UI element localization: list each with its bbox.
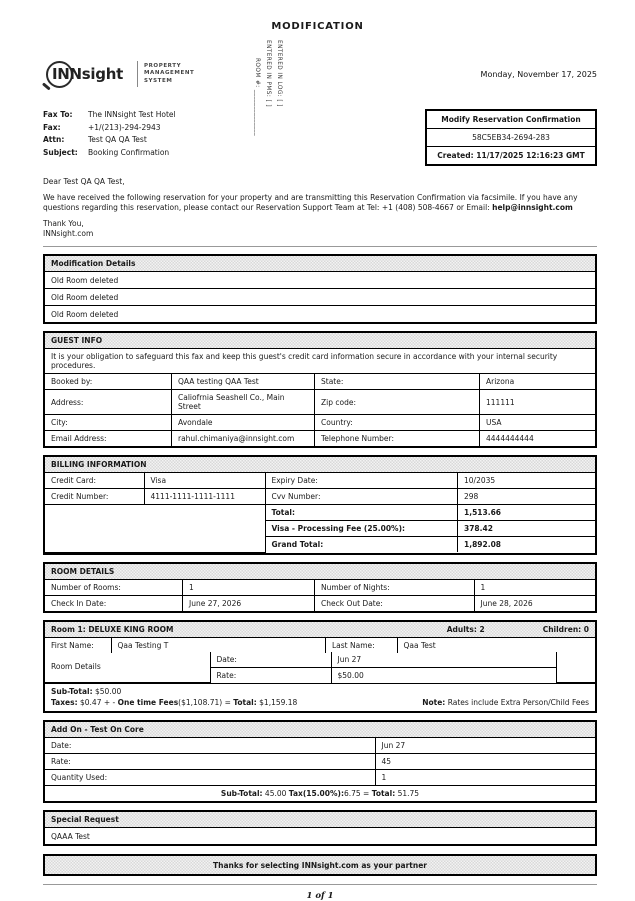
table-row <box>45 431 595 447</box>
table-row <box>45 580 595 596</box>
document-title: MODIFICATION <box>271 21 364 32</box>
fax-and-confirmation-row <box>43 109 597 166</box>
room1-name-table <box>45 638 595 653</box>
field-label: Credit Card: <box>45 473 144 489</box>
subtotal-value: 45.00 <box>264 789 287 798</box>
logo-text: INNsight <box>52 65 123 83</box>
room-details-section <box>43 562 597 613</box>
total-label: Total: <box>265 505 458 521</box>
letter-body <box>43 193 597 213</box>
grand-total-label: Grand Total: <box>265 537 458 553</box>
page-number: 1 of 1 <box>306 891 334 901</box>
table-row <box>45 489 595 505</box>
table-row <box>45 415 595 431</box>
table-row <box>45 374 595 390</box>
confirmation-box-title: Modify Reservation Confirmation <box>441 115 581 124</box>
entered-in-log-stamp: ENTERED IN LOG: [ ] <box>276 40 282 107</box>
table-row <box>45 738 595 754</box>
fees-amount: ($1,108.71) = <box>178 698 231 707</box>
letter-body-text: We have received the following reservation for your property and are transmitting this Reservation Confirmation via facsimile. If you have any questions regarding this reservation, please contact our Reservation Support Team at Tel: +1 (408) 508-4667 or Email: <box>43 193 578 212</box>
tagline-line: SYSTEM <box>143 77 173 84</box>
section-title: Special Request <box>51 815 119 824</box>
section-title: GUEST INFO <box>51 336 103 345</box>
thanks-banner: Thanks for selecting INNsight.com as your partner <box>43 854 597 876</box>
field-value: rahul.chimaniya@innsight.com <box>172 431 315 447</box>
note-label: Note: <box>422 698 446 707</box>
field-value: 4111-1111-1111-1111 <box>144 489 265 505</box>
field-value: 111111 <box>480 390 596 415</box>
tax-label: Tax(15.00%): <box>288 789 344 798</box>
field-value: June 27, 2026 <box>183 595 315 611</box>
field-value: 4444444444 <box>480 431 596 447</box>
empty-cell <box>45 505 265 553</box>
addon-section <box>43 720 597 803</box>
field-value: QAA testing QAA Test <box>172 374 315 390</box>
section-title: Add On - Test On Core <box>51 725 144 734</box>
total-label: Total: <box>233 698 257 707</box>
table-row <box>45 473 595 489</box>
room-number-stamp: ROOM #: ______________ <box>254 58 260 137</box>
field-label: Quantity Used: <box>45 770 375 786</box>
field-value: 1 <box>183 580 315 596</box>
fax-number-value: +1/(213)-294-2943 <box>88 122 161 132</box>
subtotal-label: Sub-Total: <box>51 687 93 696</box>
section-title: ROOM DETAILS <box>51 566 115 576</box>
room1-totals <box>51 686 297 708</box>
table-row <box>45 505 595 521</box>
fax-number-label: Fax: <box>43 122 61 132</box>
field-label: Rate: <box>45 754 375 770</box>
room1-rate-table <box>45 652 595 684</box>
fees-label: One time Fees <box>117 698 179 707</box>
office-stamps <box>254 40 282 136</box>
field-value: 10/2035 <box>458 473 596 489</box>
thank-you-line: Thank You, <box>43 219 84 228</box>
modification-row: Old Room deleted <box>45 305 595 322</box>
guest-info-section <box>43 331 597 448</box>
subject-label: Subject: <box>43 147 78 157</box>
section-title: BILLING INFORMATION <box>51 460 147 469</box>
field-value: Caliofrnia Seashell Co., Main Street <box>172 390 315 415</box>
tagline-line: MANAGEMENT <box>143 70 195 77</box>
total-label: Total: <box>371 789 396 798</box>
field-value: 1 <box>375 770 595 786</box>
table-row <box>45 638 595 653</box>
addon-header <box>45 722 595 738</box>
field-value: Arizona <box>480 374 596 390</box>
room1-note <box>422 697 589 708</box>
modification-row: Old Room deleted <box>51 275 119 285</box>
field-label: Telephone Number: <box>315 431 480 447</box>
tagline-line: PROPERTY <box>143 62 182 69</box>
field-label: State: <box>315 374 480 390</box>
special-request-section <box>43 810 597 846</box>
billing-information-section <box>43 455 597 555</box>
tax-value: 6.75 = <box>343 789 370 798</box>
document-header <box>43 48 597 100</box>
addon-totals-row <box>45 785 595 801</box>
confirmation-number: 58C5EB34-2694-283 <box>427 128 595 146</box>
field-value: 298 <box>458 489 596 505</box>
field-label: Number of Rooms: <box>45 580 183 596</box>
field-label: Country: <box>315 415 480 431</box>
footer-rule <box>43 884 597 885</box>
field-value: Jun 27 <box>375 738 595 754</box>
fax-to-row <box>43 109 176 122</box>
empty-cell <box>557 652 596 683</box>
room1-adults: Adults: 2 <box>446 624 485 634</box>
subtotal-value: $50.00 <box>95 687 122 696</box>
field-label: Email Address: <box>45 431 172 447</box>
subject-row <box>43 147 176 160</box>
salutation: Dear Test QA QA Test, <box>43 177 125 186</box>
table-row <box>45 770 595 786</box>
first-name-value: Qaa Testing T <box>111 638 326 653</box>
room1-title: Room 1: DELUXE KING ROOM <box>51 624 174 634</box>
field-value: Visa <box>144 473 265 489</box>
addon-table <box>45 738 595 785</box>
field-value: June 28, 2026 <box>474 595 595 611</box>
field-value: 45 <box>375 754 595 770</box>
rate-value: $50.00 <box>331 667 557 683</box>
table-row <box>45 595 595 611</box>
room1-section <box>43 620 597 714</box>
document-date: Monday, November 17, 2025 <box>480 69 597 79</box>
separator-rule <box>43 246 597 247</box>
letter-block <box>43 177 597 239</box>
field-label: Booked by: <box>45 374 172 390</box>
room-details-table <box>45 580 595 611</box>
attn-row <box>43 134 176 147</box>
processing-fee-label: Visa - Processing Fee (25.00%): <box>265 521 458 537</box>
innsight-logo <box>43 60 194 88</box>
taxes-label: Taxes: <box>51 698 78 707</box>
attn-value: Test QA QA Test <box>88 135 147 144</box>
grand-total-value: 1,892.08 <box>458 537 596 553</box>
modification-details-section <box>43 254 597 324</box>
date-label: Date: <box>210 652 331 668</box>
support-email: help@innsight.com <box>492 203 573 212</box>
field-label: Expiry Date: <box>265 473 458 489</box>
field-label: Address: <box>45 390 172 415</box>
first-name-label: First Name: <box>45 638 111 653</box>
guest-info-header <box>45 333 595 349</box>
billing-header <box>45 457 595 473</box>
field-label: Date: <box>45 738 375 754</box>
table-row <box>45 754 595 770</box>
room1-taxes-line <box>51 697 297 708</box>
field-label: Check Out Date: <box>315 595 475 611</box>
fax-to-label: Fax To: <box>43 110 73 119</box>
guest-info-table <box>45 374 595 446</box>
last-name-label: Last Name: <box>326 638 398 653</box>
room1-header <box>45 622 595 638</box>
confirmation-box <box>425 109 597 166</box>
field-label: City: <box>45 415 172 431</box>
fax-number-row <box>43 122 176 135</box>
modification-row: Old Room deleted <box>45 288 595 305</box>
logo-mark <box>43 60 127 88</box>
section-title: Modification Details <box>51 259 136 268</box>
date-value: Jun 27 <box>331 652 557 668</box>
logo-divider <box>137 61 138 87</box>
fax-header-block <box>43 109 176 166</box>
field-value: 1 <box>474 580 595 596</box>
total-value: 51.75 <box>397 789 420 798</box>
table-row <box>45 390 595 415</box>
room1-children: Children: 0 <box>542 624 589 634</box>
modification-details-header <box>45 256 595 272</box>
entered-in-pms-stamp: ENTERED IN PMS: [ ] <box>265 40 271 108</box>
field-label: Check In Date: <box>45 595 183 611</box>
subtotal-label: Sub-Total: <box>220 789 263 798</box>
processing-fee-value: 378.42 <box>458 521 596 537</box>
confirmation-created: Created: 11/17/2025 12:16:23 GMT <box>427 146 595 164</box>
field-label: Cvv Number: <box>265 489 458 505</box>
note-text: Rates include Extra Person/Child Fees <box>447 698 589 707</box>
field-label: Number of Nights: <box>315 580 475 596</box>
last-name-value: Qaa Test <box>397 638 595 653</box>
attn-label: Attn: <box>43 135 65 144</box>
room-details-header <box>45 564 595 580</box>
document-body <box>43 109 597 901</box>
billing-table <box>45 473 595 553</box>
field-value: USA <box>480 415 596 431</box>
field-label: Credit Number: <box>45 489 144 505</box>
total-value: $1,159.18 <box>259 698 298 707</box>
logo-tagline <box>144 63 194 86</box>
total-value: 1,513.66 <box>458 505 596 521</box>
room-details-cell: Room Details <box>45 652 210 683</box>
special-request-value: QAAA Test <box>51 831 90 841</box>
field-value: Avondale <box>172 415 315 431</box>
signature-line: INNsight.com <box>43 229 94 238</box>
taxes-value: $0.47 + - <box>80 698 116 707</box>
fax-to-value: The INNsight Test Hotel <box>88 110 176 119</box>
special-request-header <box>45 812 595 828</box>
letter-closing <box>43 219 597 239</box>
table-row <box>45 652 595 668</box>
room1-subtotal-line <box>51 686 297 697</box>
rate-label: Rate: <box>210 667 331 683</box>
subject-value: Booking Confirmation <box>88 147 170 157</box>
room1-totals-row <box>45 683 595 711</box>
field-label: Zip code: <box>315 390 480 415</box>
security-notice: It is your obligation to safeguard this fax and keep this guest's credit card information secure in accordance with your internal security procedures. <box>45 349 595 374</box>
